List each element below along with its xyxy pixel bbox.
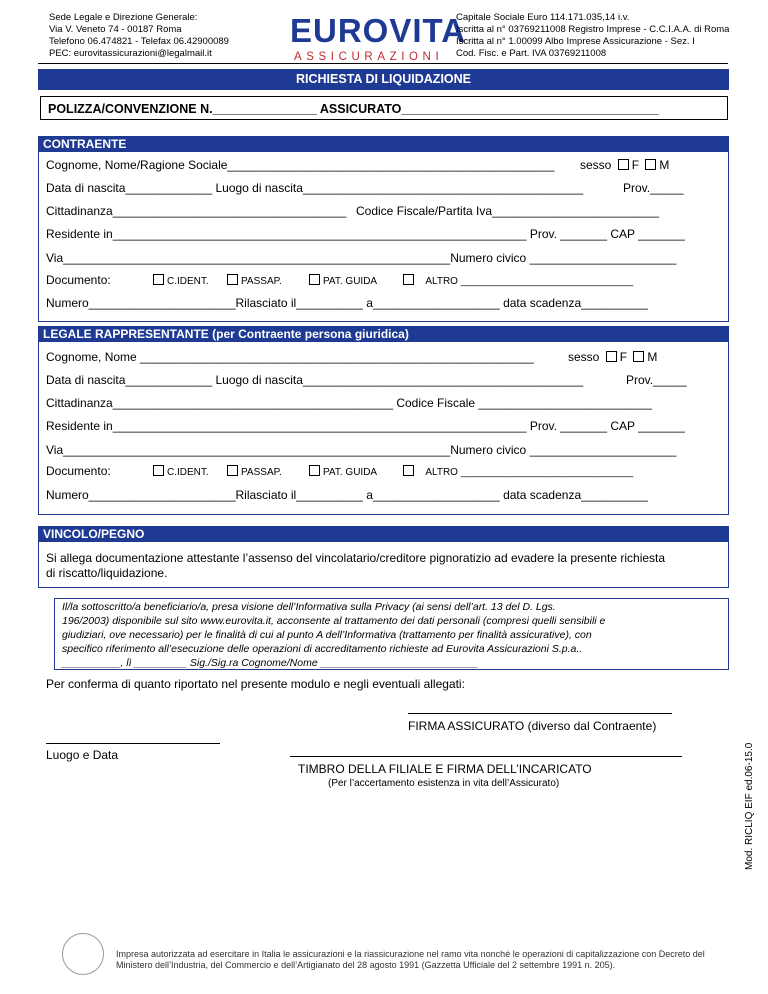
checkbox[interactable] <box>309 465 320 476</box>
registration-line: Cod. Fisc. e Part. IVA 03769211008 <box>456 48 607 59</box>
polizza-field[interactable] <box>40 96 728 120</box>
doc-option-label: PASSAP. <box>241 276 282 287</box>
sesso-f-label: F <box>619 350 628 364</box>
sesso-m-label: M <box>659 158 670 172</box>
contraente-documento-numero-field[interactable]: Numero______________________Rilasciato il__________ a___________________ data scadenza__________ <box>46 296 648 310</box>
doc-option-label: ALTRO _______________________________ <box>425 276 634 287</box>
logo-subtitle: ASSICURAZIONI <box>294 51 444 63</box>
doc-option-label: C.IDENT. <box>167 276 209 287</box>
address-line: Via V. Veneto 74 - 00187 Roma <box>49 24 182 35</box>
doc-option-label: PAT. GUIDA <box>323 276 378 287</box>
polizza-label: POLIZZA/CONVENZIONE N._______________ ASSICURATO_____________________________________ <box>48 102 659 116</box>
checkbox[interactable] <box>227 274 238 285</box>
checkbox[interactable] <box>227 465 238 476</box>
module-code: Mod. RICLIQ EIF ed.06-15.0 <box>744 742 755 870</box>
legale-name-field[interactable]: Cognome, Nome ___________________________________________________________ <box>46 350 534 364</box>
footer-line: Impresa autorizzata ad esercitare in Italia le assicurazioni e la riassicurazione nel ramo vita nonché le operazioni di capitalizzazione con Decreto del <box>116 949 705 959</box>
checkbox[interactable] <box>403 274 414 285</box>
doc-option-label: C.IDENT. <box>167 467 209 478</box>
footer-text <box>116 949 705 971</box>
legale-sesso <box>568 350 657 364</box>
firma-assicurato-label: FIRMA ASSICURATO (diverso dal Contraente) <box>408 719 657 733</box>
eurovita-logo <box>290 12 467 63</box>
contraente-documento-label: Documento: <box>46 273 111 287</box>
checkbox[interactable] <box>309 274 320 285</box>
contraente-name-field[interactable]: Cognome, Nome/Ragione Sociale_________________________________________________ <box>46 158 555 172</box>
legale-residenza-field[interactable]: Residente in______________________________________________________________ Prov. _______ CAP _______ <box>46 419 685 433</box>
logo-text: EUROVITA <box>290 12 467 49</box>
sesso-m-checkbox[interactable] <box>633 351 644 362</box>
contraente-residenza-field[interactable]: Residente in______________________________________________________________ Prov. _______ CAP _______ <box>46 227 685 241</box>
sesso-label: sesso <box>568 350 600 364</box>
sesso-m-label: M <box>647 350 658 364</box>
vincolo-text: Si allega documentazione attestante l’assenso del vincolatario/creditore pignoratizio ad evadere la presente richiesta <box>46 551 666 565</box>
doc-option[interactable] <box>224 274 282 287</box>
contraente-sesso <box>580 158 669 172</box>
doc-option[interactable] <box>150 274 209 287</box>
legale-cittadinanza-field[interactable]: Cittadinanza__________________________________________ Codice Fiscale __________________________ <box>46 396 652 410</box>
sesso-f-label: F <box>631 158 640 172</box>
sesso-f-checkbox[interactable] <box>606 351 617 362</box>
doc-option[interactable] <box>150 465 209 478</box>
doc-option-label: PAT. GUIDA <box>323 467 378 478</box>
address-line: Sede Legale e Direzione Generale: <box>49 12 198 23</box>
legale-documento-label: Documento: <box>46 464 111 478</box>
contraente-birth-field[interactable]: Data di nascita_____________ Luogo di nascita__________________________________________ <box>46 181 584 195</box>
privacy-line: Il/la sottoscritto/a beneficiario/a, presa visione dell’Informativa sulla Privacy (ai sensi dell’art. 13 del D. Lgs. <box>62 601 556 613</box>
legale-prov-field[interactable]: Prov._____ <box>626 373 687 387</box>
privacy-signature-line[interactable]: __________, lì _________ Sig./Sig.ra Cognome/Nome ___________________________ <box>62 657 479 669</box>
section-title: LEGALE RAPPRESENTANTE (per Contraente persona giuridica) <box>39 327 728 342</box>
sesso-f-checkbox[interactable] <box>618 159 629 170</box>
doc-option[interactable] <box>306 465 377 478</box>
privacy-line: giudiziari, ove necessario) per le finalità di cui al punto A dell’Informativa (trattamento per finalità assicurative), con <box>62 629 592 641</box>
firma-assicurato-line[interactable] <box>408 713 672 714</box>
address-line: Telefono 06.474821 - Telefax 06.42900089 <box>49 36 229 47</box>
doc-option-label: ALTRO _______________________________ <box>425 467 634 478</box>
header-divider <box>38 63 728 64</box>
registration-line: Iscritta al n° 03769211008 Registro Imprese - C.C.I.A.A. di Roma <box>456 24 730 35</box>
contraente-cittadinanza-field[interactable]: Cittadinanza___________________________________ <box>46 204 347 218</box>
timbro-label: TIMBRO DELLA FILIALE E FIRMA DELL’INCARICATO <box>298 762 592 776</box>
checkbox[interactable] <box>403 465 414 476</box>
timbro-line[interactable] <box>290 756 682 757</box>
doc-option[interactable] <box>400 274 633 287</box>
conferma-text: Per conferma di quanto riportato nel presente modulo e negli eventuali allegati: <box>46 677 465 691</box>
sesso-label: sesso <box>580 158 612 172</box>
footer-line: Ministero dell’Industria, del Commercio e dell’Artigianato del 28 agosto 1991 (Gazzetta Ufficiale del 2 settembre 1991 n. 205). <box>116 960 616 970</box>
timbro-note: (Per l’accertamento esistenza in vita dell’Assicurato) <box>328 778 560 789</box>
sesso-m-checkbox[interactable] <box>645 159 656 170</box>
ivass-seal <box>62 933 104 975</box>
legale-via-field[interactable]: Via__________________________________________________________Numero civico ______________________ <box>46 443 677 457</box>
contraente-via-field[interactable]: Via__________________________________________________________Numero civico ______________________ <box>46 251 677 265</box>
luogo-data-line[interactable] <box>46 743 220 744</box>
doc-option[interactable] <box>400 465 633 478</box>
company-address <box>49 12 229 60</box>
checkbox[interactable] <box>153 274 164 285</box>
contraente-codice-fiscale-field[interactable]: Codice Fiscale/Partita Iva_________________________ <box>356 204 659 218</box>
address-line: PEC: eurovitassicurazioni@legalmail.it <box>49 48 212 59</box>
company-registration <box>456 12 729 60</box>
doc-option[interactable] <box>306 274 377 287</box>
privacy-line: specifico riferimento all’esecuzione delle operazioni di accreditamento richieste ad Eurovita Assicurazioni S.p.a.. <box>62 643 583 655</box>
checkbox[interactable] <box>153 465 164 476</box>
vincolo-text: di riscatto/liquidazione. <box>46 566 168 580</box>
privacy-line: 196/2003) disponibile sul sito www.eurovita.it, acconsente al trattamento dei dati personali (compresi quelli sensibili e <box>62 615 606 627</box>
registration-line: Capitale Sociale Euro 114.171.035,14 i.v. <box>456 12 630 23</box>
doc-option-label: PASSAP. <box>241 467 282 478</box>
doc-option[interactable] <box>224 465 282 478</box>
legale-documento-numero-field[interactable]: Numero______________________Rilasciato il__________ a___________________ data scadenza__________ <box>46 488 648 502</box>
section-title: CONTRAENTE <box>39 137 728 152</box>
privacy-text <box>62 600 727 670</box>
form-title: RICHIESTA DI LIQUIDAZIONE <box>38 69 729 90</box>
contraente-prov-field[interactable]: Prov._____ <box>623 181 684 195</box>
registration-line: Iscritta al n° 1.00099 Albo Imprese Assicurazione - Sez. I <box>456 36 695 47</box>
section-title: VINCOLO/PEGNO <box>39 527 728 542</box>
luogo-data-label: Luogo e Data <box>46 748 119 762</box>
legale-birth-field[interactable]: Data di nascita_____________ Luogo di nascita__________________________________________ <box>46 373 584 387</box>
